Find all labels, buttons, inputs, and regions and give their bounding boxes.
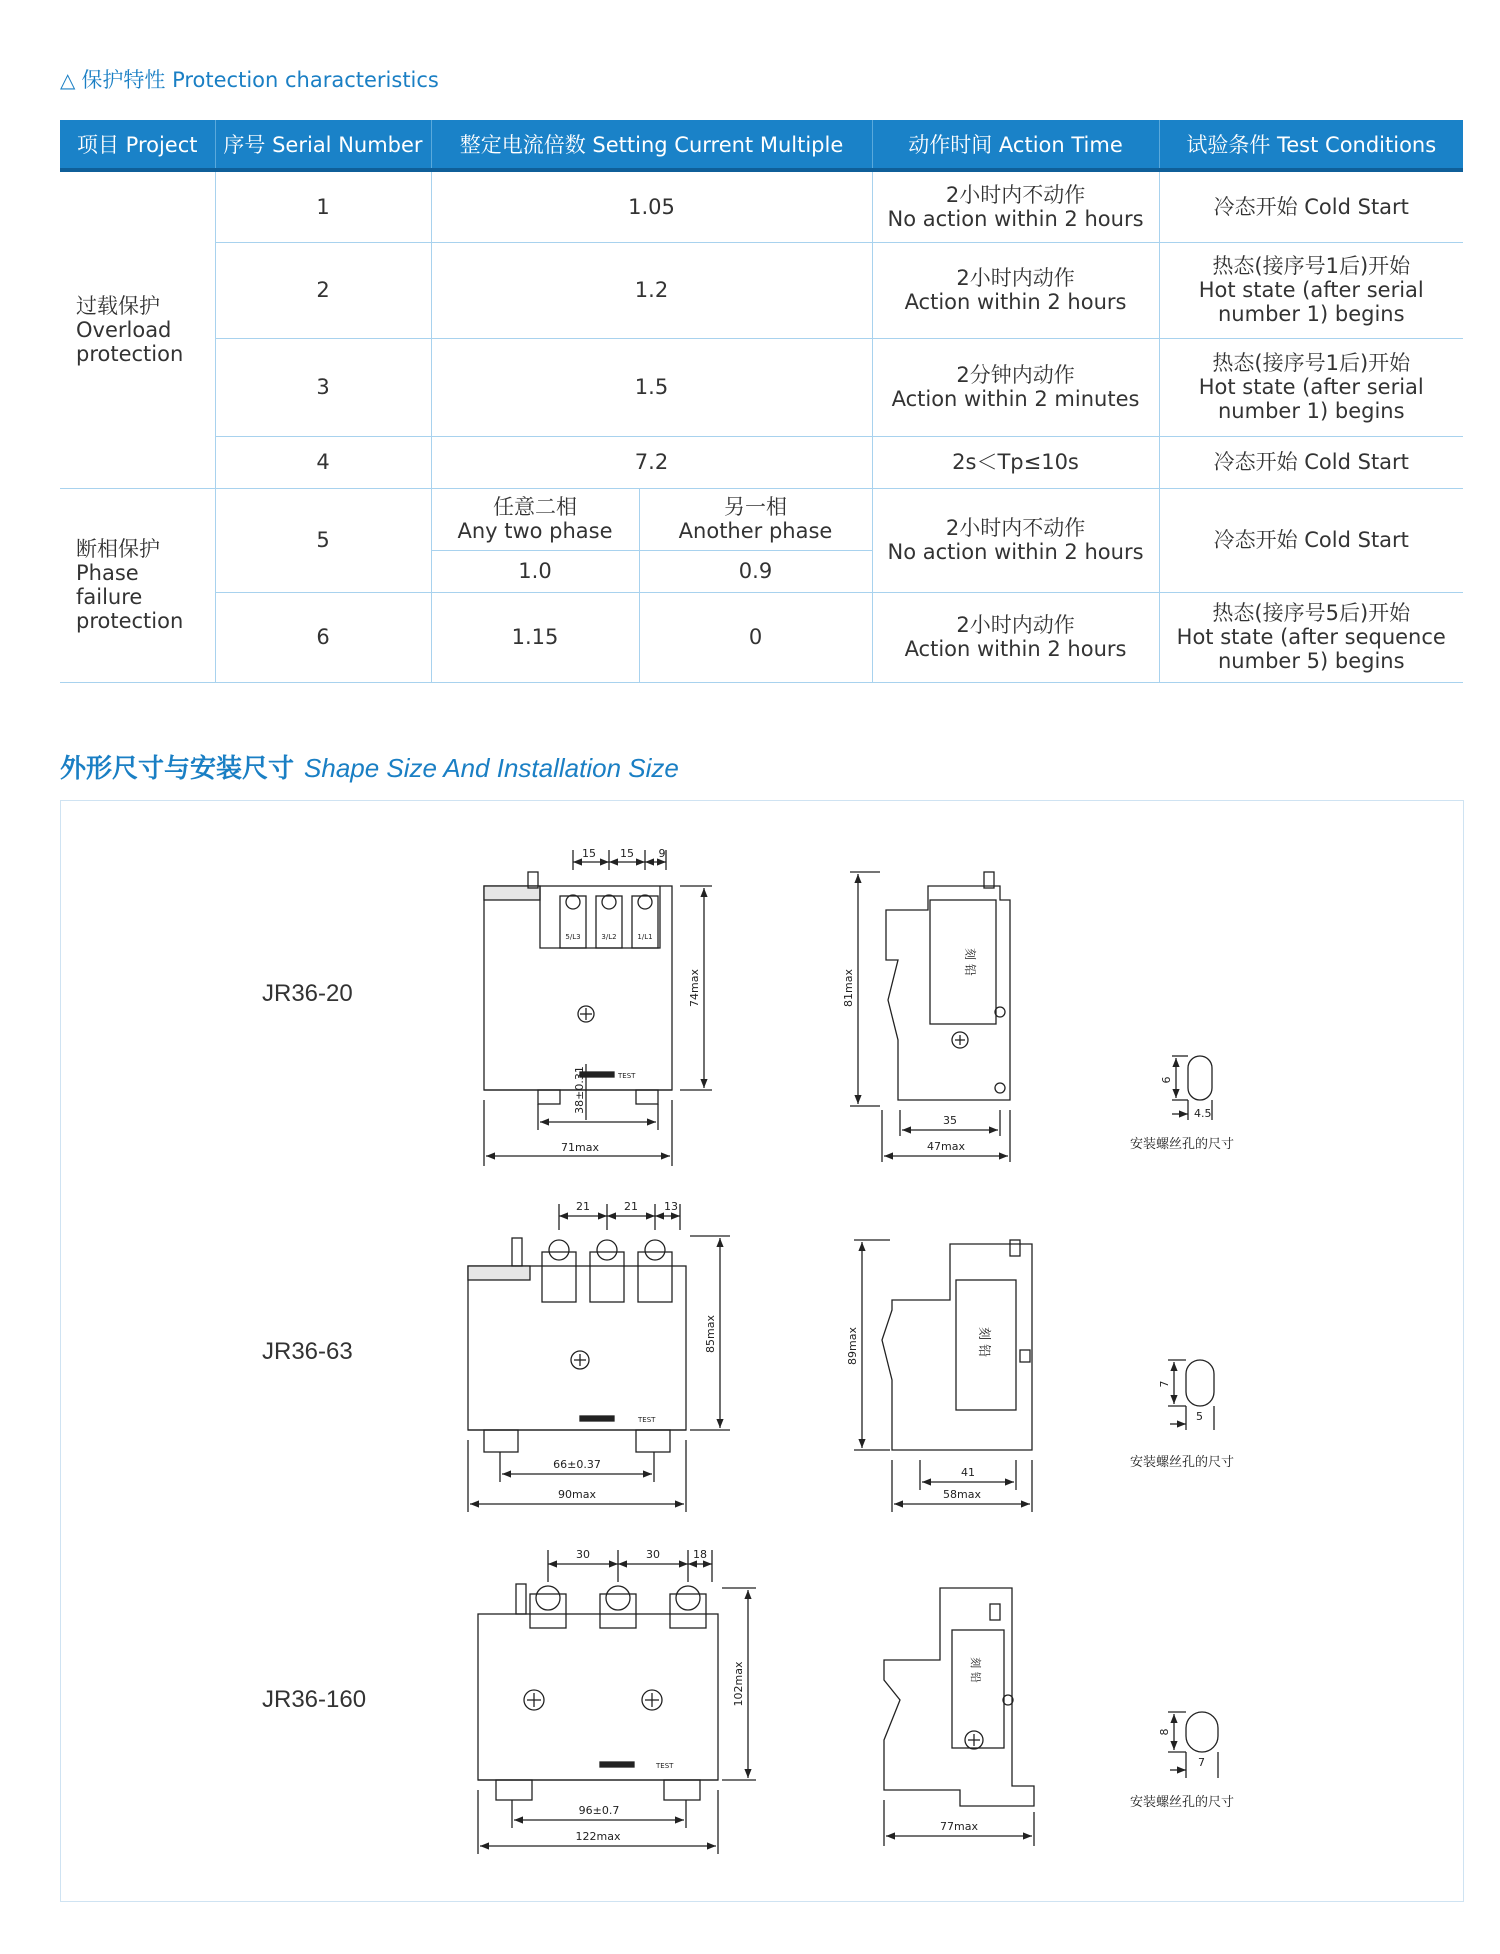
jr36-160-side-view — [884, 1588, 1034, 1846]
item-phase-failure: 断相保护 Phase failure protection — [60, 488, 215, 682]
jr36-63-hole — [1168, 1360, 1214, 1430]
time-cell: 2小时内不动作 No action within 2 hours — [872, 488, 1159, 592]
serial-cell: 1 — [215, 170, 431, 242]
jr36-63-side-view — [854, 1240, 1032, 1512]
dim-label: 15 — [620, 847, 634, 860]
serial-cell: 2 — [215, 242, 431, 338]
serial-cell: 5 — [215, 488, 431, 592]
header-serial: 序号 Serial Number — [215, 120, 431, 170]
model-label: JR36-160 — [262, 1686, 367, 1713]
dim-label: 35 — [943, 1114, 957, 1127]
hole-caption: 安装螺丝孔的尺寸 — [1130, 1137, 1235, 1152]
multiple-cell: 7.2 — [431, 436, 872, 488]
condition-cell: 热态(接序号5后)开始 Hot state (after sequence number 5) begins — [1159, 592, 1463, 682]
multiple-b-cell: 0.9 — [639, 550, 872, 592]
dim-label: 7 — [1158, 1380, 1171, 1388]
dim-label: 41 — [961, 1466, 975, 1479]
dim-label: 102max — [732, 1661, 745, 1707]
dim-label: 8 — [1158, 1728, 1171, 1736]
multiple-cell: 1.5 — [431, 338, 872, 436]
test-label: TEST — [618, 1072, 636, 1080]
dim-label: 74max — [688, 969, 701, 1007]
condition-cell: 热态(接序号1后)开始 Hot state (after serial number 1) begins — [1159, 338, 1463, 436]
protection-section-title: △ 保护特性 Protection characteristics — [60, 68, 439, 92]
dim-label: 85max — [704, 1315, 717, 1353]
dim-label: 77max — [940, 1820, 978, 1833]
dim-label: 5 — [1196, 1410, 1203, 1423]
dim-label: 96±0.7 — [578, 1804, 620, 1817]
dim-label: 81max — [842, 969, 855, 1007]
serial-cell: 4 — [215, 436, 431, 488]
dim-label: 6 — [1160, 1076, 1173, 1084]
item-overload: 过载保护 Overload protection — [60, 170, 215, 488]
multiple-cell: 1.05 — [431, 170, 872, 242]
time-cell: 2分钟内动作 Action within 2 minutes — [872, 338, 1159, 436]
condition-cell: 冷态开始 Cold Start — [1159, 488, 1463, 592]
terminal-label: 3/L2 — [601, 933, 617, 941]
jr36-20-front-view — [484, 850, 712, 1166]
time-cell: 2小时内动作 Action within 2 hours — [872, 242, 1159, 338]
dim-label: 58max — [943, 1488, 981, 1501]
hole-caption: 安装螺丝孔的尺寸 — [1130, 1455, 1235, 1470]
multiple-a-cell: 1.0 — [431, 550, 639, 592]
dim-label: 30 — [646, 1548, 660, 1561]
hole-caption: 安装螺丝孔的尺寸 — [1130, 1795, 1235, 1810]
dim-label: 7 — [1198, 1756, 1205, 1769]
serial-cell: 3 — [215, 338, 431, 436]
dim-label: 47max — [927, 1140, 965, 1153]
dim-label: 89max — [846, 1327, 859, 1365]
subheader-another: 另一相 Another phase — [639, 488, 872, 550]
subheader-any-two: 任意二相 Any two phase — [431, 488, 639, 550]
side-label: 刻 铅 — [969, 1657, 982, 1683]
multiple-a-cell: 1.15 — [431, 592, 639, 682]
triangle-icon: △ — [60, 68, 76, 92]
test-label: TEST — [656, 1762, 674, 1770]
multiple-b-cell: 0 — [639, 592, 872, 682]
dim-label: 71max — [561, 1141, 599, 1154]
dim-label: 30 — [576, 1548, 590, 1561]
dim-label: 122max — [575, 1830, 621, 1843]
terminal-label: 1/L1 — [637, 933, 653, 941]
dim-label: 38±0.31 — [573, 1066, 586, 1114]
dim-label: 9 — [658, 847, 666, 860]
side-label: 刻 铅 — [963, 948, 977, 976]
dim-label: 90max — [558, 1488, 596, 1501]
model-label: JR36-63 — [262, 1338, 353, 1365]
dim-label: 4.5 — [1194, 1107, 1212, 1120]
header-project: 项目 Project — [60, 120, 215, 170]
time-cell: 2小时内不动作 No action within 2 hours — [872, 170, 1159, 242]
header-conditions: 试验条件 Test Conditions — [1159, 120, 1463, 170]
serial-cell: 6 — [215, 592, 431, 682]
dim-label: 18 — [693, 1548, 707, 1561]
dim-label: 21 — [624, 1200, 638, 1213]
condition-cell: 冷态开始 Cold Start — [1159, 436, 1463, 488]
multiple-cell: 1.2 — [431, 242, 872, 338]
dim-label: 66±0.37 — [553, 1458, 601, 1471]
test-label: TEST — [638, 1416, 656, 1424]
header-time: 动作时间 Action Time — [872, 120, 1159, 170]
shape-section-title: 外形尺寸与安装尺寸 Shape Size And Installation Size — [60, 753, 679, 784]
dim-label: 13 — [664, 1200, 678, 1213]
jr36-20-side-view — [850, 872, 1010, 1162]
condition-cell: 热态(接序号1后)开始 Hot state (after serial number 1) begins — [1159, 242, 1463, 338]
jr36-160-hole — [1168, 1712, 1218, 1778]
time-cell: 2小时内动作 Action within 2 hours — [872, 592, 1159, 682]
dim-label: 15 — [582, 847, 596, 860]
side-label: 刻 铅 — [976, 1326, 991, 1358]
condition-cell: 冷态开始 Cold Start — [1159, 170, 1463, 242]
dim-label: 21 — [576, 1200, 590, 1213]
terminal-label: 5/L3 — [565, 933, 581, 941]
model-label: JR36-20 — [262, 980, 353, 1007]
time-cell: 2s＜Tp≤10s — [872, 436, 1159, 488]
header-multiple: 整定电流倍数 Setting Current Multiple — [431, 120, 872, 170]
